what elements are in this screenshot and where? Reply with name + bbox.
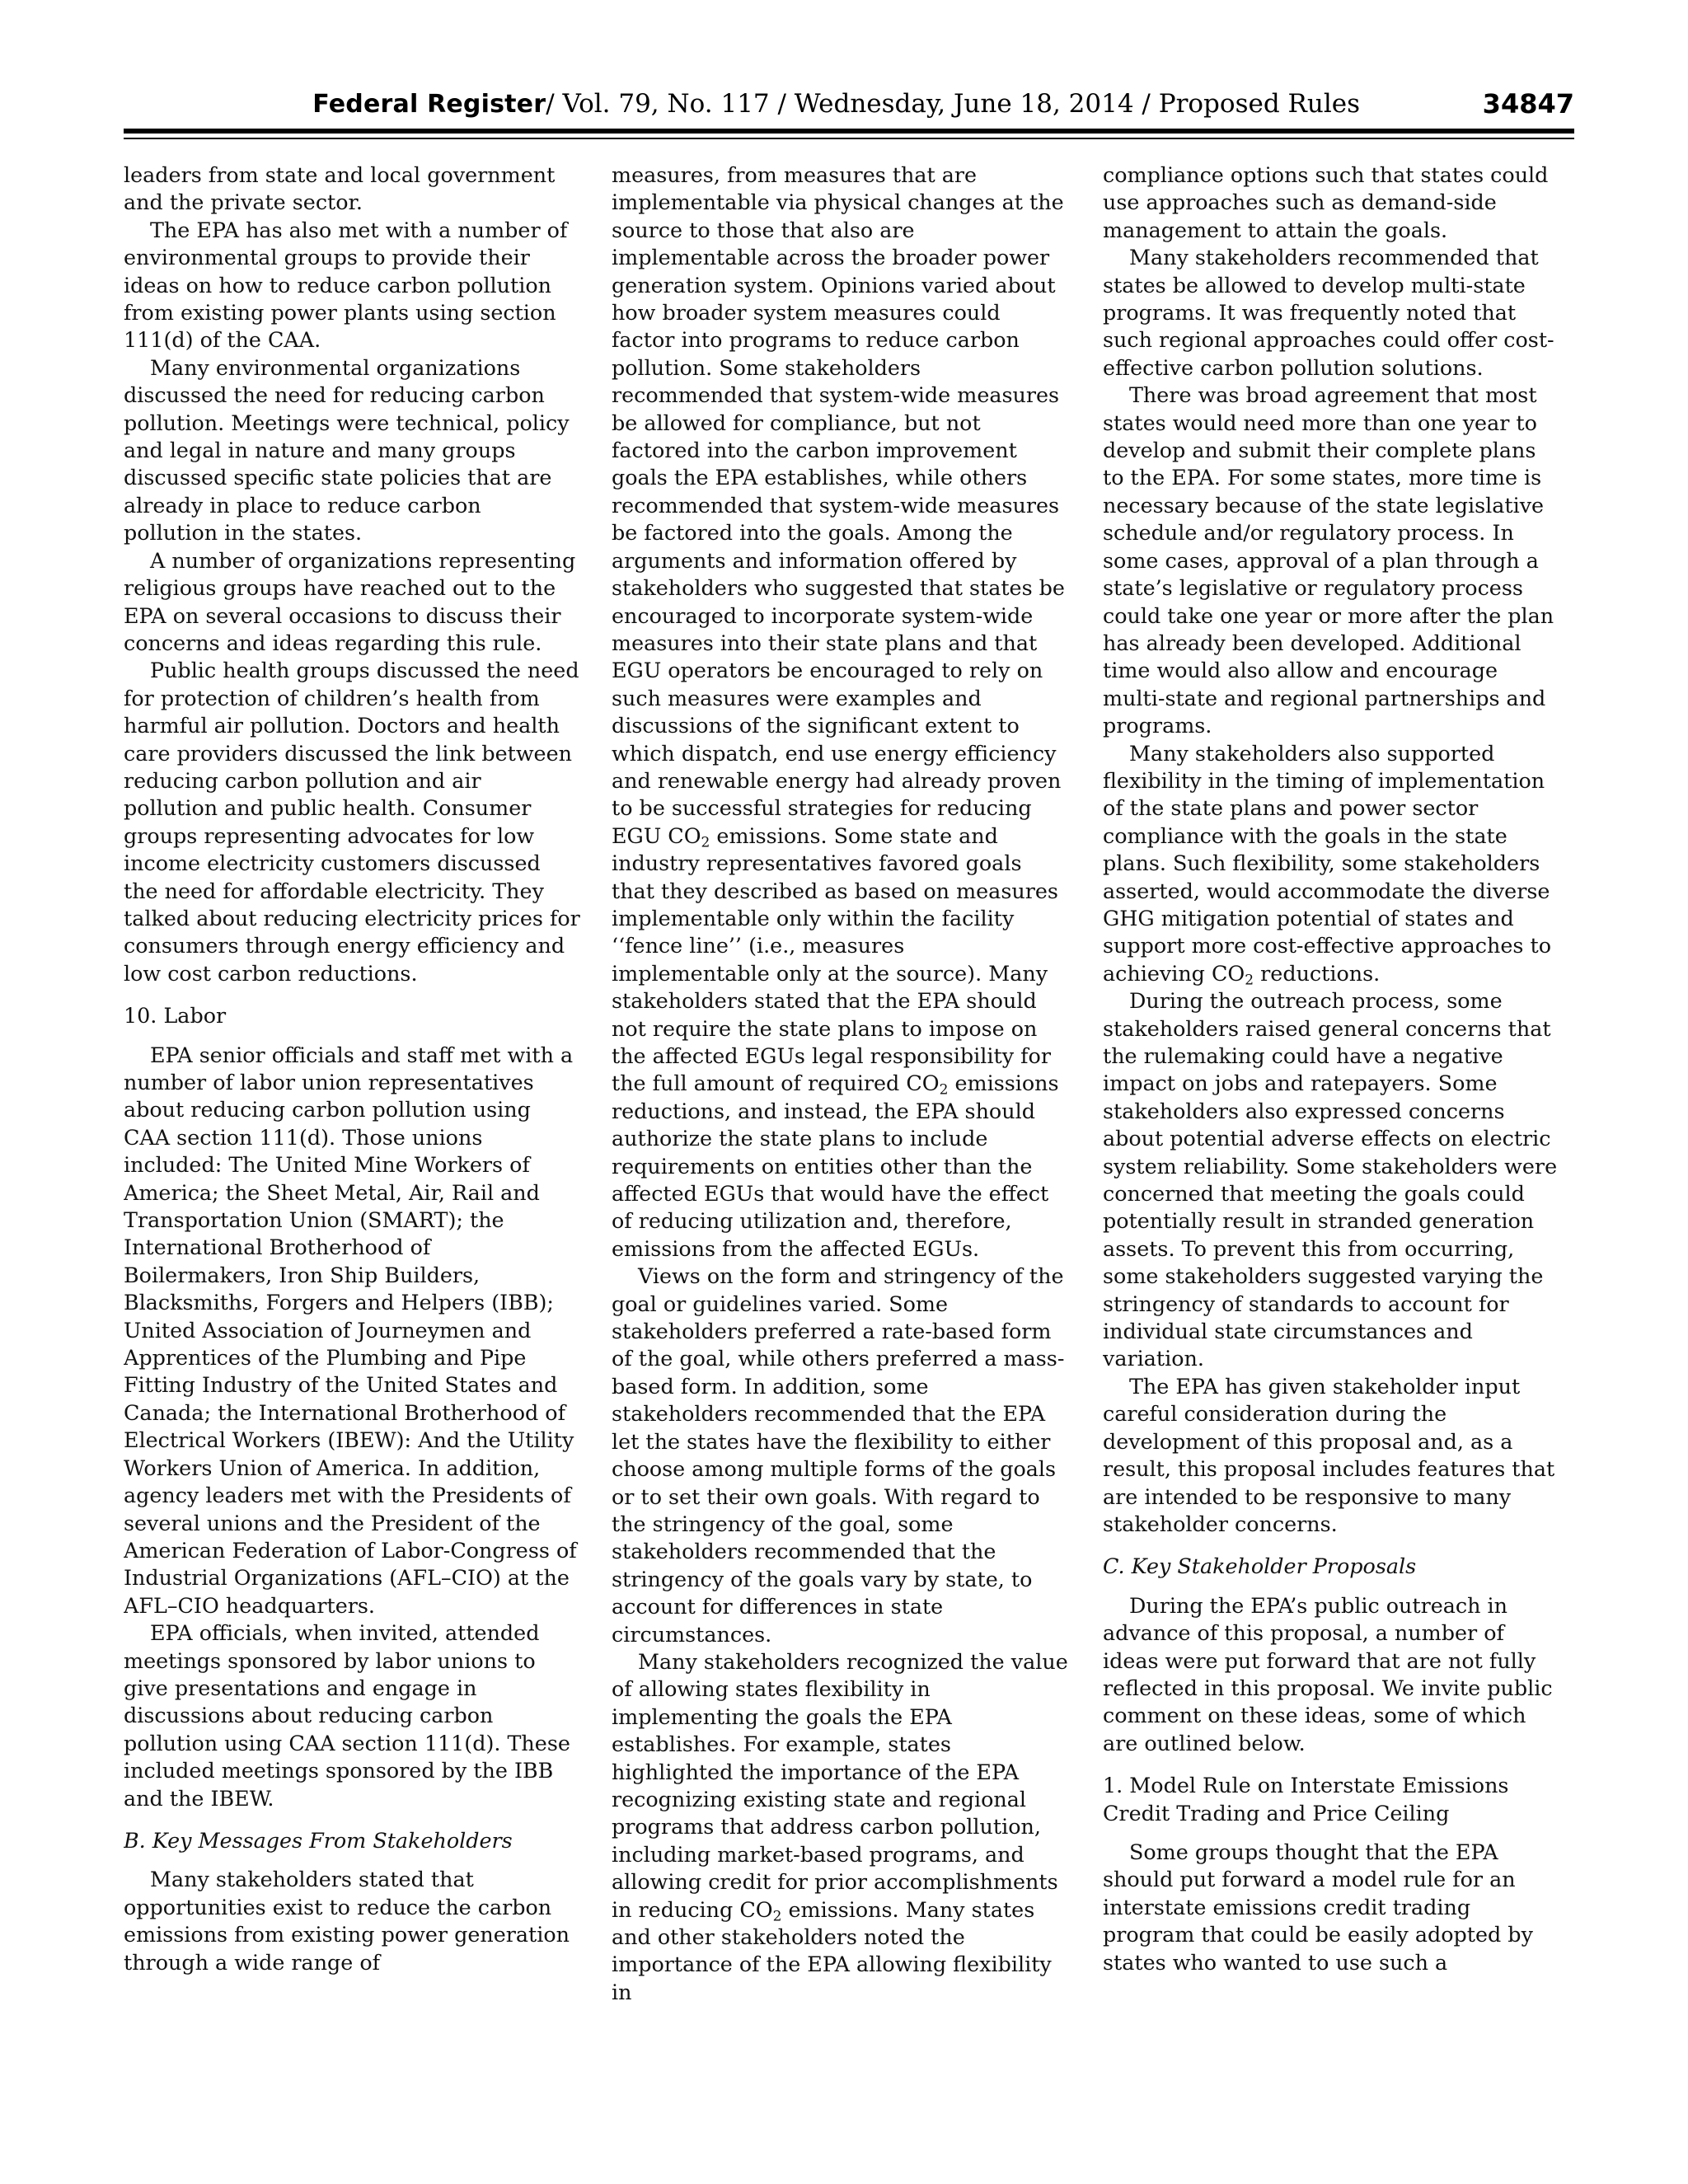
text-run: reductions.: [1254, 960, 1381, 986]
paragraph: Many stakeholders recommended that states be allowed to develop multi-state programs. It was frequently noted that such regional approaches could offer cost-effective carbon pollution solutions.: [1103, 245, 1554, 380]
text-run: Many stakeholders recognized the value of allowing states flexibility in implementing the goals the EPA establishes. For example, states highlighted the importance of the EPA recognizing existing state and regional programs that address carbon pollution, including market-based programs, and allowing credit for prior accomplishments in reducing CO: [612, 1648, 1068, 1922]
paragraph: Some groups thought that the EPA should put forward a model rule for an interstate emissions credit trading program that could be easily adopted by states who wanted to use such a: [1103, 1839, 1533, 1975]
page-number: 34847: [1482, 88, 1574, 120]
text-run: Many stakeholders also supported flexibility in the timing of implementation of the state plans and power sector compliance with the goals in the state plans. Such flexibility, some stakeholders asserted, would accommodate the diverse GHG mitigation potential of states and support more cost-effective approaches to achieving CO: [1103, 740, 1551, 986]
section-heading-key-messages: B. Key Messages From Stakeholders: [124, 1827, 513, 1853]
paragraph: [1103, 740, 1560, 988]
paragraph: Many environmental organizations discussed the need for reducing carbon pollution. Meetings were technical, policy and legal in nature and many groups discussed specific state policies that are already in place to reduce carbon pollution in the states.: [124, 354, 570, 546]
journal-name: Federal Register: [312, 90, 546, 119]
header-rule-thick: [124, 129, 1574, 134]
paragraph: EPA officials, when invited, attended meetings sponsored by labor unions to give presentations and engage in discussions about reducing carbon pollution using CAA section 111(d). These included meetings sponsored by the IBB and the IBEW.: [124, 1620, 570, 1811]
paragraph: compliance options such that states could use approaches such as demand-side management to attain the goals.: [1103, 162, 1549, 242]
paragraph: Public health groups discussed the need for protection of children’s health from harmful air pollution. Doctors and health care providers discussed the link between reducing carbon pollution and air pollution and public health. Consumer groups representing advocates for low income electricity customers discussed the need for affordable electricity. They talked about reducing electricity prices for consumers through energy efficiency and low cost carbon reductions.: [124, 658, 580, 986]
subscript: 2: [1245, 972, 1254, 989]
paragraph: There was broad agreement that most states would need more than one year to develop and submit their complete plans to the EPA. For some states, more time is necessary because of the state legislative schedule and/or regulatory process. In some cases, approval of a plan through a state’s legislative or regulatory process could take one year or more after the plan has already been developed. Additional time would also allow and encourage multi-state and regional partnerships and programs.: [1103, 382, 1554, 738]
text-column-3: [1103, 162, 1560, 2156]
paragraph: Many stakeholders stated that opportunities exist to reduce the carbon emissions from existing power generation through a wide range of: [124, 1867, 570, 1975]
text-run: emissions. Some state and industry representatives favored goals that they described as based on measures implementable only within the facility ‘‘fence line’’ (i.e., measures implementable only at the source). Many stakeholders stated that the EPA should not require the state plans to impose on the affected EGUs legal responsibility for the full amount of required CO: [612, 823, 1058, 1096]
text-run: emissions reductions, and instead, the EPA should authorize the state plans to include requirements on entities other than the affected EGUs that would have the effect of reducing utilization and, therefore, emissions from the affected EGUs.: [612, 1071, 1059, 1261]
text-run: emissions. Many states and other stakeholders noted the importance of the EPA allowing flexibility in: [612, 1896, 1052, 2004]
header-rule-thin: [124, 138, 1574, 139]
text-column-2: [612, 162, 1069, 2156]
section-heading-labor: 10. Labor: [124, 1003, 227, 1029]
paragraph: EPA senior officials and staff met with a number of labor union representatives about reducing carbon pollution using CAA section 111(d). Those unions included: The United Mine Workers of America; the Sheet Metal, Air, Rail and Transportation Union (SMART); the International Brotherhood of Boilermakers, Iron Ship Builders, Blacksmiths, Forgers and Helpers (IBB); United Association of Journeymen and Apprentices of the Plumbing and Pipe Fitting Industry of the United States and Canada; the International Brotherhood of Electrical Workers (IBEW): And the Utility Workers Union of America. In addition, agency leaders met with the Presidents of several unions and the President of the American Federation of Labor-Congress of Industrial Organizations (AFL–CIO) at the AFL–CIO headquarters.: [124, 1042, 577, 1618]
paragraph: [612, 1648, 1069, 2006]
section-heading-model-rule: 1. Model Rule on Interstate Emissions Credit Trading and Price Ceiling: [1103, 1773, 1509, 1825]
issue-info: / Vol. 79, No. 117 / Wednesday, June 18, 2014 / Proposed Rules: [546, 89, 1360, 119]
paragraph: The EPA has also met with a number of environmental groups to provide their ideas on how to reduce carbon pollution from existing power plants using section 111(d) of the CAA.: [124, 217, 568, 353]
paragraph: During the EPA’s public outreach in advance of this proposal, a number of ideas were put forward that are not fully reflected in this proposal. We invite public comment on these ideas, some of which are outlined below.: [1103, 1592, 1553, 1755]
text-run: measures, from measures that are implementable via physical changes at the source to those that also are implementable across the broader power generation system. Opinions varied about how broader system measures could factor into programs to reduce carbon pollution. Some stakeholders recommended that system-wide measures be allowed for compliance, but not factored into the carbon improvement goals the EPA establishes, while others recommended that system-wide measures be factored into the goals. Among the arguments and information offered by stakeholders who suggested that states be encouraged to incorporate system-wide measures into their state plans and that EGU operators be encouraged to rely on such measures were examples and discussions of the significant extent to which dispatch, end use energy efficiency and renewable energy had already proven to be successful strategies for reducing EGU CO: [612, 162, 1065, 848]
text-column-1: [124, 162, 581, 2156]
paragraph: Views on the form and stringency of the goal or guidelines varied. Some stakeholders preferred a rate-based form of the goal, while others preferred a mass-based form. In addition, some stakeholders recommended that the EPA let the states have the flexibility to either choose among multiple forms of the goals or to set their own goals. With regard to the stringency of the goal, some stakeholders recommended that the stringency of the goals vary by state, to account for differences in state circumstances.: [612, 1263, 1065, 1647]
paragraph: The EPA has given stakeholder input careful consideration during the development of this proposal and, as a result, this proposal includes features that are intended to be responsive to many stakeholder concerns.: [1103, 1373, 1555, 1536]
paragraph: leaders from state and local government and the private sector.: [124, 162, 556, 215]
running-header: [124, 86, 1574, 122]
header-citation: [312, 87, 1360, 121]
subscript: 2: [939, 1081, 949, 1099]
paragraph: A number of organizations representing religious groups have reached out to the EPA on several occasions to discuss their concerns and ideas regarding this rule.: [124, 547, 576, 655]
paragraph: [612, 162, 1069, 1263]
subscript: 2: [701, 834, 710, 851]
subscript: 2: [772, 1907, 782, 1924]
section-heading-key-proposals: C. Key Stakeholder Proposals: [1103, 1554, 1417, 1579]
paragraph: During the outreach process, some stakeholders raised general concerns that the rulemaking could have a negative impact on jobs and ratepayers. Some stakeholders also expressed concerns about potential adverse effects on electric system reliability. Some stakeholders were concerned that meeting the goals could potentially result in stranded generation assets. To prevent this from occurring, some stakeholders suggested varying the stringency of standards to account for individual state circumstances and variation.: [1103, 988, 1558, 1371]
